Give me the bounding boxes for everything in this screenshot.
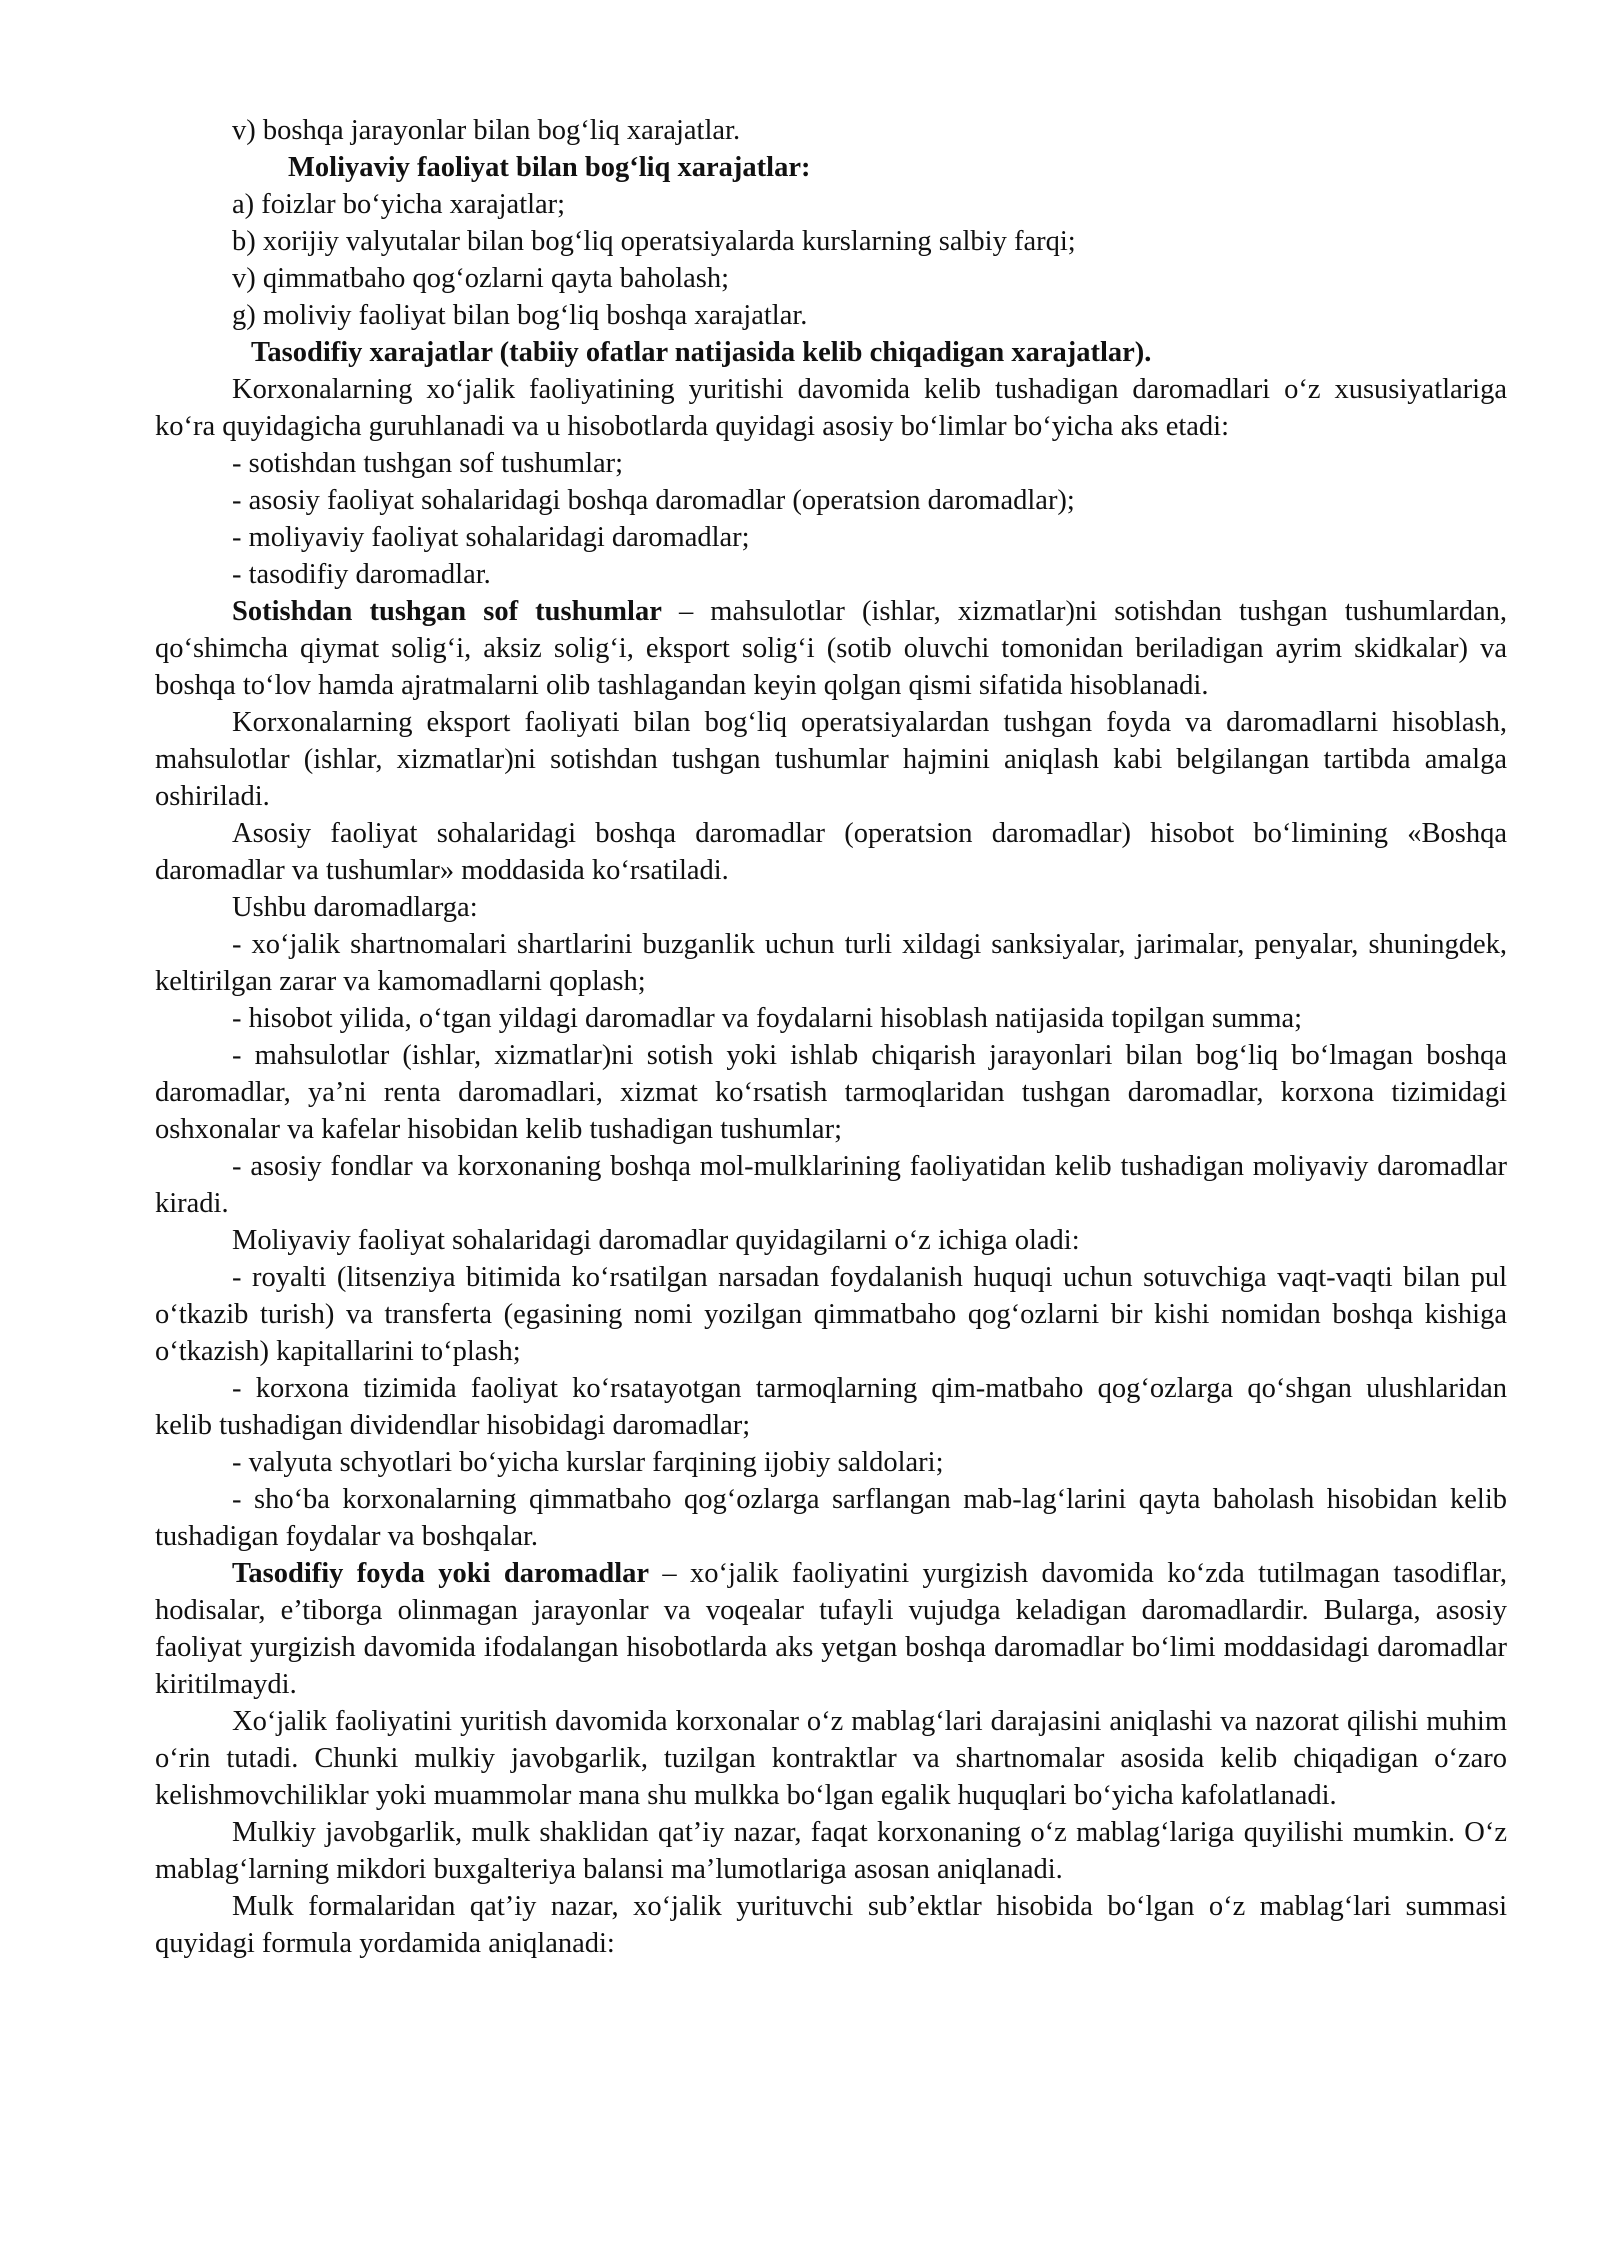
paragraph: - mahsulotlar (ishlar, xizmatlar)ni sotish yoki ishlab chiqarish jarayonlari bilan bog‘liq bo‘lmagan boshqa daromadlar, ya’ni renta daromadlari, xizmat ko‘rsatish tarmoqlaridan tushgan daromadlar, korxona tizimidagi oshxonalar va kafelar hisobidan kelib tushadigan tushumlar; (155, 1040, 1507, 1145)
paragraph-text: – mahsulotlar (ishlar, xizmatlar)ni sotishdan tushgan tushumlardan, qo‘shimcha qiymat solig‘i, aksiz solig‘i, eksport solig‘i (sotib oluvchi tomonidan beriladigan ayrim skidkalar) va boshqa to‘lov hamda ajratmalarni olib tashlagandan keyin qolgan qismi sifatida hisoblanadi. (155, 596, 1507, 701)
paragraph (155, 1555, 1507, 1703)
paragraph: Korxonalarning xo‘jalik faoliyatining yuritishi davomida kelib tushadigan daromadlari o‘z xususiyatlariga ko‘ra quyidagicha guruhlanadi va u hisobotlarda quyidagi asosiy bo‘limlar bo‘yicha aks etadi: (155, 374, 1507, 442)
text-line: v) boshqa jarayonlar bilan bog‘liq xarajatlar. (232, 115, 741, 146)
text-line: - asosiy faoliyat sohalaridagi boshqa daromadlar (operatsion daromadlar); (232, 485, 1075, 516)
text-line: g) moliviy faoliyat bilan bog‘liq boshqa xarajatlar. (232, 300, 808, 331)
text-line: - tasodifiy daromadlar. (232, 559, 491, 590)
text-line: - moliyaviy faoliyat sohalaridagi daromadlar; (232, 522, 750, 553)
section-heading: Moliyaviy faoliyat bilan bog‘liq xarajatlar: (288, 152, 811, 183)
paragraph: - xo‘jalik shartnomalari shartlarini buzganlik uchun turli xildagi sanksiyalar, jarimalar, penyalar, shuningdek, keltirilgan zarar va kamomadlarni qoplash; (155, 929, 1507, 997)
paragraph: Xo‘jalik faoliyatini yuritish davomida korxonalar o‘z mablag‘lari darajasini aniqlashi va nazorat qilishi muhim o‘rin tutadi. Chunki mulkiy javobgarlik, tuzilgan kontraktlar va shartnomalar asosida kelib chiqadigan o‘zaro kelishmovchiliklar yoki muammolar mana shu mulkka bo‘lgan egalik huquqlari bo‘yicha kafolatlanadi. (155, 1706, 1507, 1811)
text-line: b) xorijiy valyutalar bilan bog‘liq operatsiyalarda kurslarning salbiy farqi; (232, 226, 1076, 257)
text-line: - sotishdan tushgan sof tushumlar; (232, 448, 624, 479)
text-line: a) foizlar bo‘yicha xarajatlar; (232, 189, 566, 220)
paragraph: Mulkiy javobgarlik, mulk shaklidan qat’iy nazar, faqat korxonaning o‘z mablag‘lariga quyilishi mumkin. O‘z mablag‘larning mikdori buxgalteriya balansi ma’lumotlariga asosan aniqlanadi. (155, 1817, 1507, 1885)
document-page (155, 112, 1507, 1962)
paragraph: - hisobot yilida, o‘tgan yildagi daromadlar va foydalarni hisoblash natijasida topilgan summa; (232, 1003, 1303, 1034)
paragraph-text: – xo‘jalik faoliyatini yurgizish davomida ko‘zda tutilmagan tasodiflar, hodisalar, e’tiborga olinmagan jarayonlar va voqealar tufayli vujudga keladigan daromadlardir. Bularga, asosiy faoliyat yurgizish davomida ifodalangan hisobotlarda aks yetgan boshqa daromadlar bo‘limi moddasidagi daromadlar kiritilmaydi. (155, 1558, 1507, 1700)
defined-term: Sotishdan tushgan sof tushumlar (232, 596, 662, 627)
section-heading: Tasodifiy xarajatlar (tabiiy ofatlar natijasida kelib chiqadigan xarajatlar). (251, 337, 1152, 368)
text-line: - valyuta schyotlari bo‘yicha kurslar farqining ijobiy saldolari; (232, 1447, 944, 1478)
paragraph: - asosiy fondlar va korxonaning boshqa mol-mulklarining faoliyatidan kelib tushadigan moliyaviy daromadlar kiradi. (155, 1151, 1507, 1219)
paragraph: Mulk formalaridan qat’iy nazar, xo‘jalik yurituvchi sub’ektlar hisobida bo‘lgan o‘z mablag‘lari summasi quyidagi formula yordamida aniqlanadi: (155, 1891, 1507, 1959)
text-line: Moliyaviy faoliyat sohalaridagi daromadlar quyidagilarni o‘z ichiga oladi: (232, 1225, 1080, 1256)
paragraph: - royalti (litsenziya bitimida ko‘rsatilgan narsadan foydalanish huquqi uchun sotuvchiga vaqt-vaqti bilan pul o‘tkazib turish) va transferta (egasining nomi yozilgan qimmatbaho qog‘ozlarni bir kishi nomidan boshqa kishiga o‘tkazish) kapitallarini to‘plash; (155, 1262, 1507, 1367)
paragraph: Korxonalarning eksport faoliyati bilan bog‘liq operatsiyalardan tushgan foyda va daromadlarni hisoblash, mahsulotlar (ishlar, xizmatlar)ni sotishdan tushgan tushumlar hajmini aniqlash kabi belgilangan tartibda amalga oshiriladi. (155, 707, 1507, 812)
text-line: Ushbu daromadlarga: (232, 892, 478, 923)
paragraph: - sho‘ba korxonalarning qimmatbaho qog‘ozlarga sarflangan mab-lag‘larini qayta baholash hisobidan kelib tushadigan foydalar va boshqalar. (155, 1484, 1507, 1552)
paragraph: - korxona tizimida faoliyat ko‘rsatayotgan tarmoqlarning qim-matbaho qog‘ozlarga qo‘shgan ulushlaridan kelib tushadigan dividendlar hisobidagi daromadlar; (155, 1373, 1507, 1441)
paragraph (155, 593, 1507, 704)
text-line: v) qimmatbaho qog‘ozlarni qayta baholash; (232, 263, 730, 294)
paragraph: Asosiy faoliyat sohalaridagi boshqa daromadlar (operatsion daromadlar) hisobot bo‘limining «Boshqa daromadlar va tushumlar» moddasida ko‘rsatiladi. (155, 818, 1507, 886)
defined-term: Tasodifiy foyda yoki daromadlar (232, 1558, 650, 1589)
